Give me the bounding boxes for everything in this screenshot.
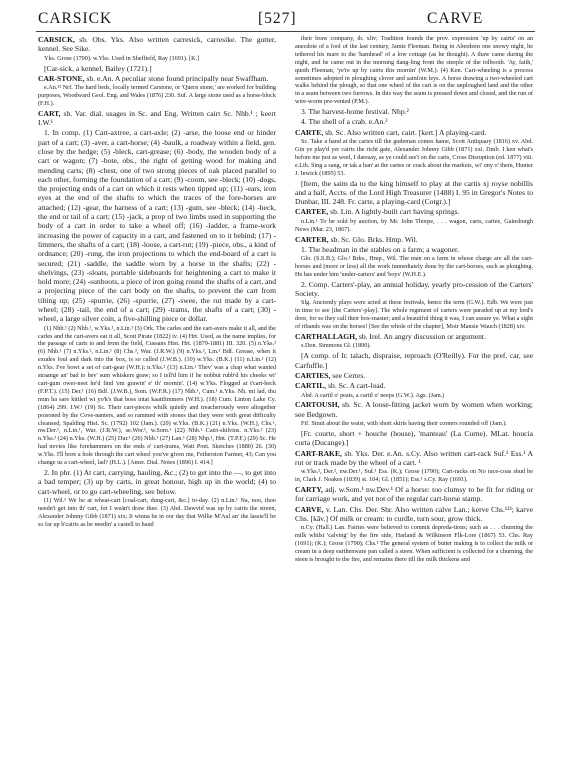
dictionary-entry [38,35,276,54]
dictionary-entry [295,449,533,468]
citation-paragraph: (1) Nhb.¹ (2) Nhb.¹, w.Yks.¹, n.Lin.¹ (3) Ork. The carles and the cart-avers make it all, and the carles and the cart-avers eat it all, Scott Pirate (1822) iv. (4) Hrt. Used, as the name implies, for the passage of carts to and from the field, Cussans Hist. Hrt. (1879-1881) III. 320. (5) n.Yks.² (6) Nhb.¹ (7) n.Yks.², n.Lin.¹ (8) Chs.³, War. (J.R.W.) (9) n.Yks.², Lin.¹ Bdf. Grease, when it exudes foul and dark into the box, is so called (J.W.B.). (10) w.Yks. (B.K.) (11) n.Lin.¹ (12) n.Yks. I've bowt a set of cart-gear (W.H.); n.Yks.² (13) n.Lin.¹ Thev' was a chap what wanted straange an' bad to hev' sum whiskers graw; so I tell'd him if he nobbut rubb'd his cheeks wi' cart-gum ower-neet he'd find 'em grawin' e' th' mornin'. (14) w.Yks. Flogged at t'cart-heck (F.P.T.). (15) Der.¹ (16) Bdf. (J.W.B.), Som. (W.F.R.) (17) Nhb.¹, Cum.¹ n.Yks. Nh. mi lad, thu mun ha sare kittled wi yo'k's that boss intat kaattlimmers (W.H.). (18) Cum. Linton Lake Cy. (1864) 299. I.W.¹ (19) Sc. Their cart-pieces whilk quietly and treacherously were altogether poisoned by the Cove-nanters, and so rammed with stones that they were with great difficulty cleansed, Spalding Hist. Sc. (1792) 102 (Jam.). (20) w.Yks. (B.K.) (21) n.Yks. (W.H.), Chs.¹, nw.Der.¹, n.Lin.¹, War. (J.R.W.), se.Wor.¹, w.Som.¹ (22) Nhb.¹ Cairt-shilvins. n.Yks.² (23) n.Yks.² (24) n.Yks. (W.H.) (25) Dur.¹ (26) Nhb.¹ (27) Lan.¹ (28) Nhp.¹, Hnt. (T.P.F.) (29) Sc. He had nevies like forehammers on the ends o' cart-trams, Watt Poet. Sketches (1880) 26. (30) w.Yks. I'll bore a hole through the cart wheel you've given me, Fetherston Farmer, 43; Can you change us a cart-wheel, lad? (H.L.). [Amer. Dial. Notes (1896) I. 414.] [38,324,276,467]
entry-text: sb. Obs. Yks. Also written carresick, carresike. The gutter, kennel. See Sike. [38,35,276,54]
citation-paragraph: s.Don. Simmons Gl. (1890). [301,342,371,350]
headword: CARTHALLAGH, [295,332,357,342]
dictionary-entry [38,74,276,83]
entry-text: see Certes. [330,370,366,380]
dictionary-entry [295,371,533,380]
sense-paragraph: [Car-sick, a kennel, Bailey (1721).] [44,63,152,73]
dictionary-entry [295,207,533,216]
headword: CART, [38,108,61,118]
headword: CARTOUSH, [295,400,340,410]
entry-text: sb. Yks. Der. e.An. s.Cy. Also written cart-rack Suf.¹ Ess.¹ A rut or track made by the wheel of a cart. ¹ [295,448,533,467]
headword: CARTIL, [295,381,327,391]
dictionary-entry [295,381,533,390]
headword: CARTE, [295,127,324,137]
dictionary-entry [295,400,533,419]
entry-text: sb. Sc. Glo. Brks. Hmp. Wil. [328,234,418,244]
entry-text: sb. Sc. A loose-fitting jacket worn by women when working; see Bedgown. [295,400,533,419]
citation-paragraph: Fif. Strait about the waist, with short skirts having their corners rounded off (Jam.). [301,420,507,427]
dictionary-entry [38,109,276,128]
headword: CARTY, [295,484,323,494]
sense-paragraph: 2. Comp. Carters'-play, an annual holiday, yearly pro-cession of the Carters' Society. [295,279,533,299]
citation-paragraph: Slg. Anciently plays were acted at these festivals, hence the term (G.W.). Edb. We were just in time to see [the Carters'-play]. The whole regiment of carters were paraded up at my lord's door, for so they call their box-master; and a beautiful thing it was, I can assure ye. What a sight of ribands was on the horses! [See the whole of the chapter], Moir Mansie Wauch (1828) xiv. [295,299,533,331]
page-header [0,10,561,30]
entry-text: sb. Lin. A lightly-built cart having springs. [328,207,460,217]
right-column [295,35,533,765]
citation-paragraph: n.Lin.¹ To be sold by auction, by Mr. John Thorpe, . . . wagon, carts, cartee, Gainsburgh News (Mar. 23, 1867). [295,217,533,233]
header-left-word: CARSICK [38,10,113,27]
citation-paragraph: (1) Wil.¹ We be at wheat-cart [coal-cart, dung-cart, &c.] to-day. (2) n.Lin.¹ Na, noo, thoo needn't get into th' cart, for I weän't draw thee. (3) Abd. Dawvid was up by cairts the streen, Alexander Johnny Gibb (1871) xix; It winna be in oor day that Willie M'Aul an' the lassie'll be so far up b'cairts as be needin' a castell to haud [38,496,276,528]
citation-paragraph: Sc. Take a hand at the cartes till the gudeman comes hame, Scott Antiquary (1816) xv. Abd. Gin ye play'd yer cairts the richt gate, Alexander Johnny Gibb (1871) xxi. Dmb. I ken what's before me just as weel, I daresay, as ye could see't on the carts, Cross Disruption (ed. 1877) viii. e.Lth. Sing a sang, or tak a han' at the cartes or crack about the markets, wi' ony o' them, Hunter J. Inwick (1895) 53. [295,138,533,177]
dictionary-entry [295,235,533,244]
headword: CARTIES, [295,370,331,380]
sense-paragraph: 1. The headman in the stables on a farm; a wagoner. [301,244,460,254]
header-rule [36,31,535,32]
citation-paragraph: n.Cy. (Hall.) Lan. Fairies were believed to commit depreda-tions; such as . . . churning the milk whilst 'calving' by the fire side, Harland & Wilkinson Flk-Lore (1867) 53. Chs. Ray (1691); (K.); Grose (1790); Chs.¹ The general system of butter making is to collect the milk or cream in a deep earthenware pan called a steen. When sufficient is collected for a churning, the steen is brought to the fire, and remains there till the milk thickens and [295,524,533,563]
dictionary-entry [295,128,533,137]
entry-text: sb. Var. dial. usages in Sc. and Eng. Written cairt Sc. Nhb.¹ ; keert I.W.¹ [38,108,276,128]
citation-paragraph: w.Yks.², Der.², nw.Der.¹, Suf.¹ Ess. (K.); Grose (1790); Cart-racks on No race-coas shud be in, Clark J. Noakes (1839) st. 104; Gl. (1851); Ess.¹ s.Cy. Ray (1691). [295,468,533,483]
entry-text: sb. Irel. An angry discussion or argument. [356,332,486,342]
sense-paragraph: [A comp. of Ir. talach, dispraise, reproach (O'Reilly). For the pref. car, see Carfuffle.] [295,351,533,370]
headword: CARTEE, [295,207,329,217]
dictionary-entry [295,505,533,524]
dictionary-entry [295,485,533,504]
entry-text: adj. w.Som.¹ nw.Dev.¹ Of a horse: too clumsy to be fit for riding or for carriage work, and yet not of the regular cart-horse stamp. [295,484,533,504]
left-column [38,35,276,765]
sense-paragraph: 3. The harvest-home festival. Nhp.² [301,107,409,117]
headword: CART-RAKE, [295,448,342,458]
headword: CARSICK, [38,35,75,44]
entry-text: sb. Sc. Also written cart, cairt. [kert.] A playing-card. [323,127,487,137]
citation-paragraph: Glo. (S.S.B.); Glo.¹ Brks., Hmp., Wil. The man on a farm in whose charge are all the cart-horses and (more or less) all the work immediately done by the cart-horses, such as ploughing. He has under him 'under-carters' and 'boys' (W.H.E.). [295,255,533,278]
citation-paragraph: Abd. A cartil o' peats, a cartil o' neeps (G.W.). Ags. (Jam.) [301,391,445,399]
header-page-number: [527] [258,10,297,27]
headword: CARVE, [295,504,324,514]
sense-paragraph: 4. The shell of a crab. e.An.² [301,117,388,127]
sense-paragraph: [Item, the saim da to the king himself to play at the cartis xj royse nobillis and a half, Accts. of the Lord High Treasurer (1488) I. 95 in Gregor's Notes to Dunbar, III. 248. Fr. carte, a playing-card (Cotgr.).] [295,178,533,207]
headword: CAR-STONE, [38,73,85,83]
entry-text: sb. Sc. A cart-load. [326,381,386,391]
header-right-word: CARVE [427,10,484,27]
headword: CARTER, [295,234,329,244]
sense-paragraph: 1. In comp. (1) Cart-axtree, a cart-axle; (2) -arse, the loose end or hinder part of a cart; (3) -aver, a cart-horse; (4) -baulk, a roadway within a field, gen. close by the hedge; (5) -bleck, cart-grease; (6) -body, the wooden body of a cart or wagon; (7) -bote, obs., the right of getting wood for making and mending carts; (8) -chest, one of two strong pieces of oak placed parallel to each other, forming the foundation of a cart; (9) -coom, see -bleck; (10) -dogs, the projecting ends of a cart on which it rests when tipped up; (11) -ears, iron eyes at the end of the shafts to which the traces of the fore-horses are attached; (12) -gear, the harness of a cart; (13) -gum, see -bleck; (14) -heck, the end or tail of a cart; (15) -jack, a prop of two limbs used in supporting the body of a cart in order to take a wheel off; (16) -ladder, a frame-work increasing the power of capacity in a cart, and fastened on to it behind; (17) -limmers, the shafts of a cart; (18) -loose, a cart-rut; (19) -piece, obs., a kind of ordnance; (20) -rung, the iron projections to which the end-board of a cart is secured; (21) -saddle, the saddle worn by a horse in the shafts; (22) -shelvings, (23) -sloats, portable sideboards for heightening a cart to make it hold more; (24) -sunboots, a piece of iron going round the shafts of a cart, and a projecting piece of the cart body on the shafts, to prevent the cart from tilting up; (25) -spurrie, (26) -spurrie, (27) -swee, the rut made by a cart-wheel; (28) -tail, the end of a cart; (29) -trams, the shafts of a cart; (30) -wheel, a large silver coin, a five-shilling piece or dollar. [38,128,276,324]
citation-paragraph: their braw company, ib. xliv; Tradition founds the prov. expression 'up by cairts' on an anecdote of a fool of the last century, Jamie Fleeman. Being in Aberdeen one snowy night, he tethered his mare to the 'hamhead' of a low cottage (as he thought). A thaw came during the night, and he came out in the morning dang-ling from the steeple of the tolbooth. 'Ay, faith,' quoth Fleeman, 'ye're up by cairts this mornin' (W.M.). (4) Ken. Cart-wheeling is a process sometimes adopted in ploughing clover and sainfoin leys. A horse drawing a two-wheeled cart walks behind the plough, so that one wheel of the cart is on the unploughed land and the other in a seam between two furrows. In this way the seam is pressed down and closed, and the run of wire-worm pre-vented (P.M.). [295,35,533,106]
entry-text: v. Lan. Chs. Der. Shr. Also written calve Lan.; kerve Chs.¹²³; karve Chs. [kāv.] Of milk or cream: to curdle, turn sour, grow thick. [295,504,533,523]
citation-paragraph: Yks. Grose (1790). w.Yks. Used in Sheffield, Ray (1691). [K.] [44,54,200,62]
sense-paragraph: 2. In phr. (1) At cart, carrying, hauling, &c.; (2) to get into the —, to get into a bad temper; (3) up by carts, in great honour, high up in the world; (4) to cart-wheel, or to go cart-wheeling, see below. [38,467,276,496]
sense-paragraph: [Fr. courte, short + houche (house), 'manteau' (La Curne). MLat. houcia curta (Ducange).] [295,428,533,448]
citation-paragraph: e.An.¹² Nrf. The hard beds, locally termed Carstone, or 'Quern stone,' are worked for building purposes, Woodward Geol. Eng. and Wales (1876) 230. Suf. A large stone used as a horse-block (F.H.). [38,84,276,107]
dictionary-entry [295,332,533,341]
entry-text: sb. e.An. A peculiar stone found principally near Swaffham. [84,73,269,83]
